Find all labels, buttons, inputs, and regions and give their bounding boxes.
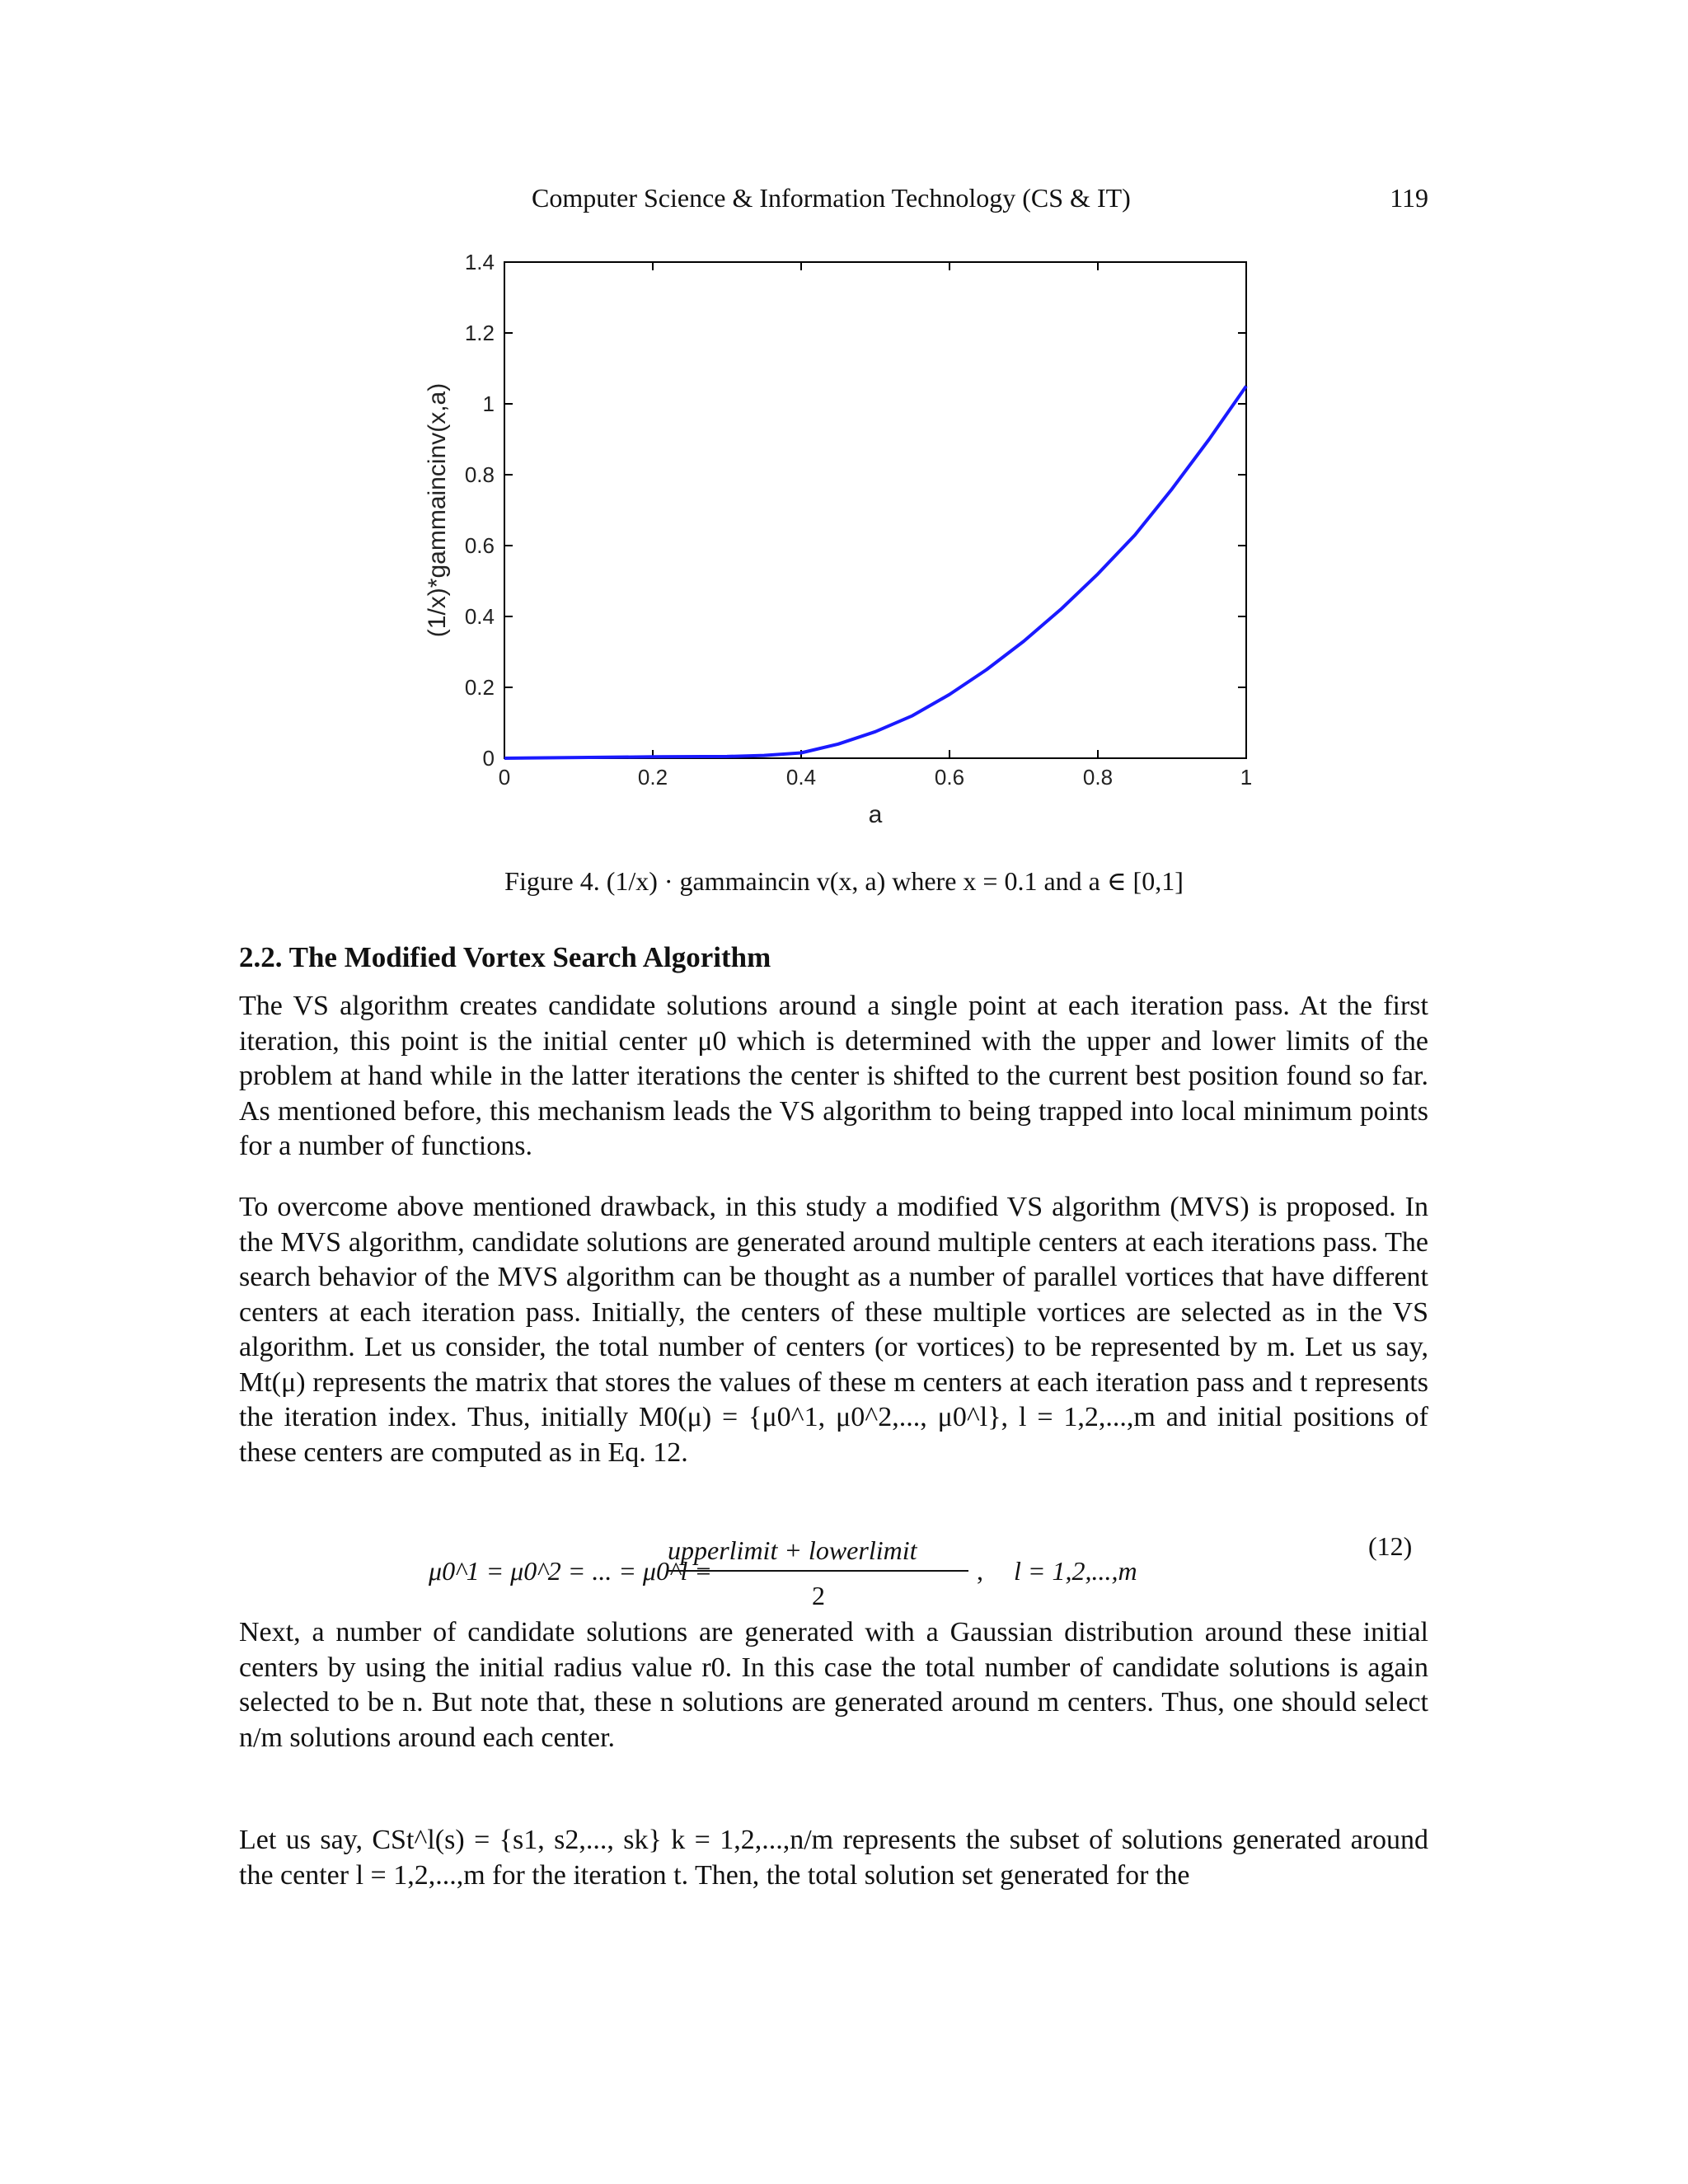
x-tick-label-4: 0.8 <box>1082 765 1114 790</box>
paragraph-2-text: To overcome above mentioned drawback, in this study a modified VS algorithm (MVS) is proposed. In the MVS algorithm, candidate solutions are generated around multiple centers at each iterations pass. The search behavior of the MVS algorithm can be thought as a number of parallel vortices that have different centers at each iteration pass. Initially, the centers of these multiple vortices are selected as in the VS algorithm. Let us consider, the total number of centers (or vortices) to be represented by m. Let us say, Mt(μ) represents the matrix that stores the values of these m centers at each iteration pass and t represents the iteration index. Thus, initially M0(μ) = {μ0^1, μ0^2,..., μ0^l}, l = 1,2,...,m and initial positions of these centers are computed as in Eq. 12. <box>239 1192 1428 1468</box>
equation-numerator: upperlimit + lowerlimit <box>668 1535 917 1565</box>
y-tick-label-7: 1.4 <box>464 250 495 274</box>
x-tick-label-1: 0.2 <box>637 765 668 790</box>
y-tick-label-3: 0.6 <box>464 533 495 558</box>
y-tick-label-2: 0.4 <box>464 604 495 629</box>
figure-caption: Figure 4. (1/x) · gammaincin v(x, a) where x = 0.1 and a ∈ [0,1] <box>504 866 1184 896</box>
paragraph-4-text: Let us say, CSt^l(s) = {s1, s2,..., sk} k = 1,2,...,n/m represents the subset of solutions generated around the center l = 1,2,...,m for the iteration t. Then, the total solution set generated for the <box>239 1825 1428 1891</box>
paragraph-3-text: Next, a number of candidate solutions are generated with a Gaussian distribution around these initial centers by using the initial radius value r0. In this case the total number of candidate solutions is again selected to be n. But note that, these n solutions are generated around m centers. Thus, one should select n/m solutions around each center. <box>239 1617 1428 1753</box>
equation-number: (12) <box>1368 1535 1413 1561</box>
plot-frame <box>504 262 1246 758</box>
paragraph-2 <box>239 1190 1428 1487</box>
y-axis-label: (1/x)*gammaincinv(x,a) <box>424 382 451 638</box>
x-tick-label-3: 0.6 <box>934 765 965 790</box>
x-tick-label-0: 0 <box>498 765 511 790</box>
paragraph-1 <box>239 989 1428 1181</box>
x-axis-label: a <box>868 801 883 828</box>
paragraph-4 <box>239 1823 1428 1910</box>
running-title: Computer Science & Information Technology (CS & IT) <box>532 183 1131 213</box>
paragraph-1-text: The VS algorithm creates candidate solutions around a single point at each iteration pass. At the first iteration, this point is the initial center μ0 which is determined with the upper and lower limits of the problem at hand while in the latter iterations the center is shifted to the current best position found so far. As mentioned before, this mechanism leads the VS algorithm to being trapped into local minimum points for a number of functions. <box>239 991 1428 1161</box>
x-tick-label-2: 0.4 <box>785 765 817 790</box>
y-tick-label-1: 0.2 <box>464 675 495 700</box>
equation-12 <box>429 1535 1428 1609</box>
y-tick-label-4: 0.8 <box>464 462 495 487</box>
equation-range: l = 1,2,...,m <box>1014 1556 1137 1586</box>
y-tick-label-6: 1.2 <box>464 321 495 345</box>
y-tick-label-5: 1 <box>482 391 495 416</box>
y-tick-label-0: 0 <box>482 746 495 771</box>
x-tick-label-5: 1 <box>1240 765 1253 790</box>
page-number: 119 <box>1390 183 1428 213</box>
section-title: 2.2. The Modified Vortex Search Algorithm <box>239 941 771 973</box>
series-line-0 <box>504 387 1246 759</box>
equation-lhs: μ0^1 = μ0^2 = ... = μ0^l = <box>429 1556 712 1586</box>
equation-comma: , <box>977 1556 983 1586</box>
figure-4-chart <box>0 0 1688 841</box>
paragraph-3 <box>239 1615 1428 1772</box>
equation-denominator: 2 <box>812 1581 825 1609</box>
